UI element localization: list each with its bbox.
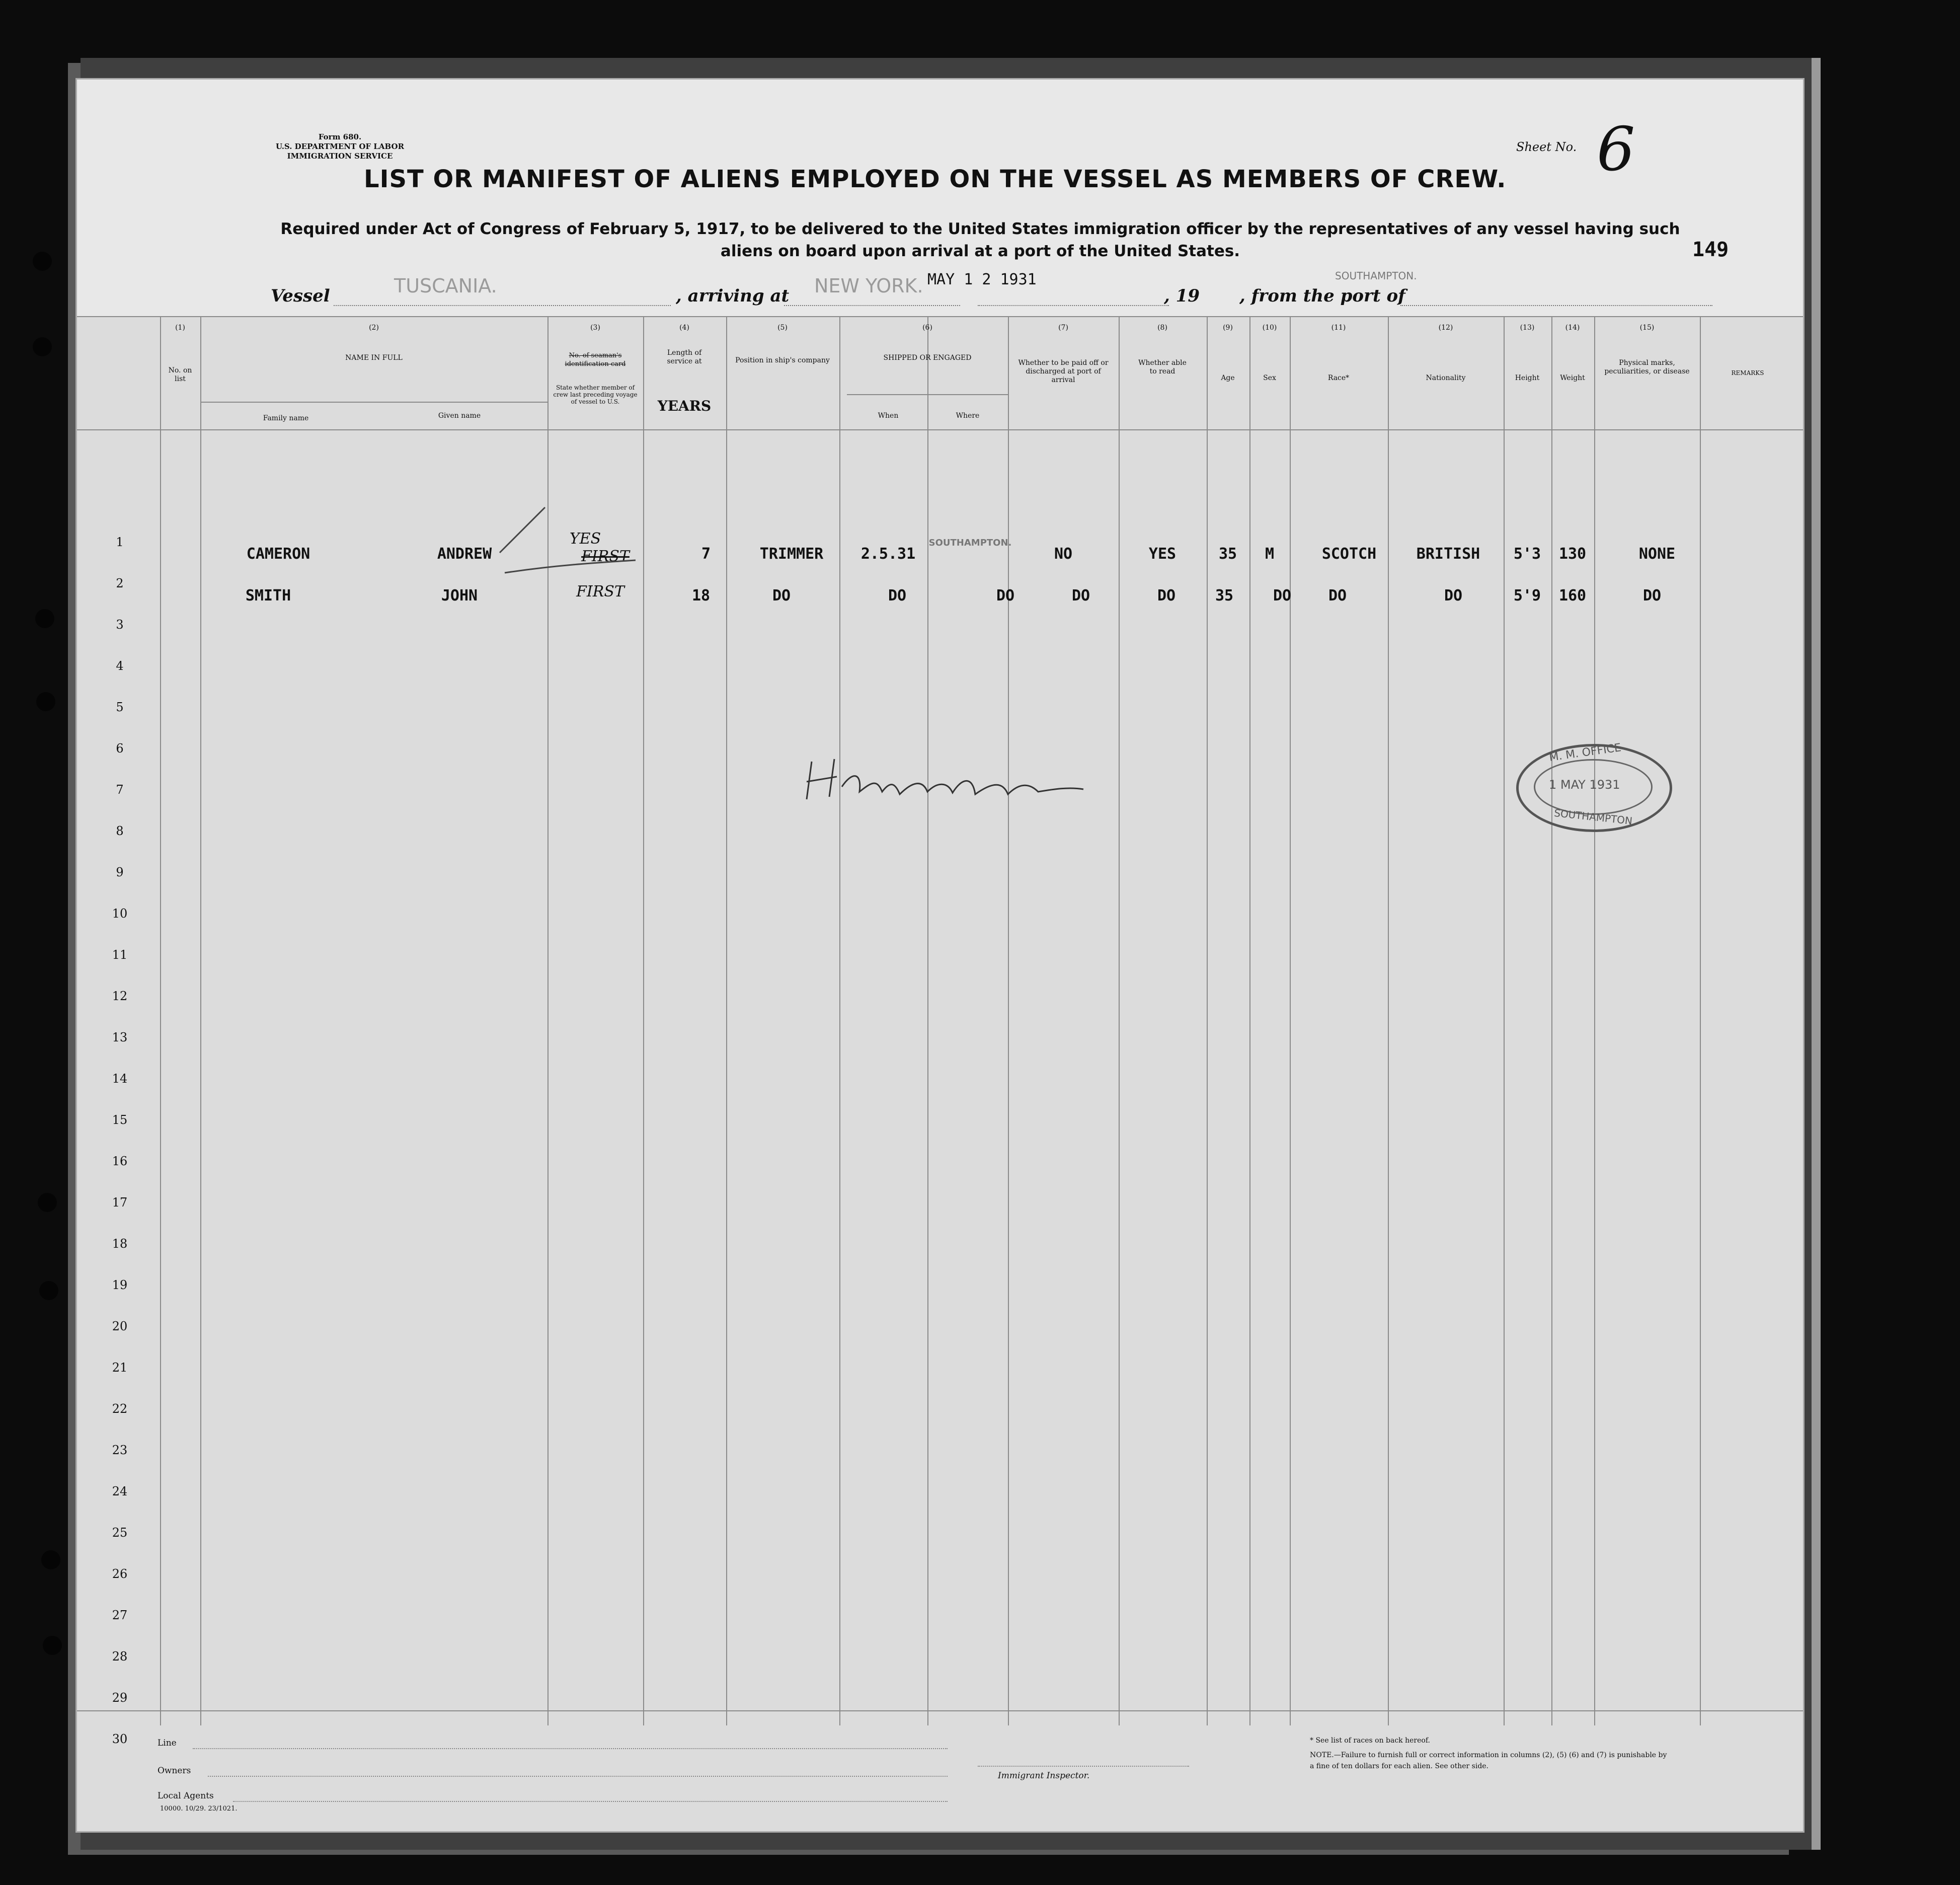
inspector-label: Immigrant Inspector.	[998, 1771, 1090, 1781]
col-head-race: Race*	[1327, 374, 1350, 382]
col-num: (13)	[1520, 324, 1535, 332]
col-head-sex: Sex	[1263, 374, 1276, 382]
row1-prev-voyage: YES	[569, 530, 601, 548]
row1-height: 5'3	[1513, 545, 1541, 563]
footer-agents-label: Local Agents	[158, 1791, 214, 1801]
row2-sex: DO	[1273, 587, 1292, 605]
row-number: 24	[112, 1484, 128, 1498]
binder-hole	[35, 609, 54, 628]
sheet-label: Sheet No.	[1516, 140, 1577, 154]
col-line	[839, 316, 840, 1725]
row1-nationality: BRITISH	[1416, 545, 1480, 563]
footer-line-blank	[193, 1748, 948, 1749]
col-sub-where: Where	[956, 412, 980, 420]
row1-given: ANDREW	[437, 545, 492, 563]
col-num: (7)	[1058, 324, 1068, 332]
row2-prev-voyage: FIRST	[576, 583, 624, 600]
binder-hole	[41, 1550, 60, 1569]
row2-nationality: DO	[1444, 587, 1463, 605]
col-num: (4)	[679, 324, 689, 332]
col-head-id-card: No. of seaman's identification card	[565, 352, 626, 368]
col-num: (5)	[777, 324, 788, 332]
binder-hole	[43, 1636, 62, 1655]
row-number: 8	[116, 824, 124, 838]
row-number: 26	[112, 1567, 128, 1581]
row-number: 16	[112, 1154, 128, 1168]
row1-paid-off: NO	[1054, 545, 1073, 563]
stamp-top-text: M. M. OFFICE	[1548, 741, 1622, 764]
col-line	[200, 316, 201, 1725]
row-line	[77, 316, 1803, 317]
row1-service: 7	[701, 545, 711, 563]
row2-service: 18	[691, 587, 711, 605]
col-head-age: Age	[1221, 374, 1235, 382]
row1-family: CAMERON	[246, 545, 310, 563]
row-number: 6	[116, 741, 124, 756]
row2-given: JOHN	[441, 587, 478, 605]
row-number: 23	[112, 1443, 128, 1457]
row-number: 7	[116, 783, 124, 797]
row1-position: TRIMMER	[759, 545, 824, 563]
binder-hole	[33, 252, 52, 271]
col-num: (12)	[1438, 324, 1453, 332]
col-line	[927, 316, 928, 1725]
form-identifier	[276, 132, 404, 161]
col-line	[1008, 316, 1009, 1725]
row-number: 18	[112, 1237, 128, 1251]
col-num: (15)	[1639, 324, 1655, 332]
row-number: 28	[112, 1649, 128, 1664]
row-number: 12	[112, 989, 128, 1003]
col-head-weight: Weight	[1560, 374, 1585, 382]
service-label: IMMIGRATION SERVICE	[287, 152, 393, 161]
col-head-name: NAME IN FULL	[345, 354, 403, 362]
row2-read: DO	[1157, 587, 1176, 605]
subhead-line	[200, 402, 547, 403]
vessel-blank	[334, 305, 671, 306]
row1-where: SOUTHAMPTON.	[928, 538, 1012, 548]
row-number: 4	[116, 659, 124, 673]
binder-hole	[36, 692, 55, 711]
col-sub-family: Family name	[263, 414, 309, 422]
col-num: (2)	[369, 324, 379, 332]
date-blank	[978, 305, 1169, 306]
col-head-service: Length of service at	[667, 349, 702, 365]
row-number: 11	[112, 948, 128, 962]
row2-age: 35	[1215, 587, 1234, 605]
col-num: (10)	[1262, 324, 1277, 332]
col-num: (8)	[1157, 324, 1167, 332]
col-head-paid-off: Whether to be paid off or discharged at port of arrival	[1018, 359, 1109, 384]
row-number: 19	[112, 1278, 128, 1292]
row-number: 5	[116, 700, 124, 714]
col-num: (14)	[1565, 324, 1580, 332]
vessel-name: TUSCANIA.	[394, 275, 497, 297]
arriving-port: NEW YORK.	[814, 275, 923, 297]
footer-owners-blank	[208, 1776, 948, 1777]
col-head-no: No. on list	[168, 366, 192, 383]
row-line	[77, 1710, 1803, 1711]
footer-agents-blank	[233, 1801, 948, 1802]
row-line	[77, 429, 1803, 430]
col-line	[160, 316, 161, 1725]
col-num: (3)	[590, 324, 600, 332]
year-label: , 19	[1164, 286, 1200, 306]
row2-marks: DO	[1642, 587, 1662, 605]
arriving-blank	[784, 305, 960, 306]
office-stamp	[1516, 741, 1672, 832]
footer-owners-label: Owners	[158, 1766, 191, 1776]
row2-paid-off: DO	[1071, 587, 1090, 605]
binder-hole	[33, 337, 52, 356]
binder-hole	[38, 1193, 57, 1212]
vessel-label: Vessel	[271, 286, 330, 306]
row-number: 20	[112, 1319, 128, 1333]
print-code: 10000. 10/29. 23/1021.	[160, 1805, 238, 1813]
col-line	[1207, 316, 1208, 1725]
row1-marks: NONE	[1638, 545, 1676, 563]
row1-read: YES	[1148, 545, 1177, 563]
row-number: 14	[112, 1072, 128, 1086]
stamp-bottom-text: SOUTHAMPTON	[1553, 806, 1633, 827]
col-head-marks: Physical marks, peculiarities, or disease	[1604, 359, 1690, 375]
col-head-position: Position in ship's company	[735, 356, 830, 364]
col-line	[726, 316, 727, 1725]
row-number: 3	[116, 618, 124, 632]
row2-weight: 160	[1558, 587, 1587, 605]
col-sub-prev-voyage: State whether member of crew last preceding voyage of vessel to U.S.	[553, 384, 638, 405]
col-sub-when: When	[878, 412, 899, 420]
row2-where: DO	[996, 587, 1015, 605]
stamped-number: 149	[1692, 238, 1729, 261]
manifest-page	[75, 78, 1805, 1833]
col-line	[1249, 316, 1250, 1725]
years-stamp: YEARS	[657, 398, 712, 414]
stamp-date: 1 MAY 1931	[1549, 778, 1620, 792]
row2-family: SMITH	[245, 587, 291, 605]
col-head-nationality: Nationality	[1426, 374, 1466, 382]
col-line	[1119, 316, 1120, 1725]
row-number: 15	[112, 1113, 128, 1127]
from-label: , from the port of	[1239, 286, 1405, 306]
row2-height: 5'9	[1513, 587, 1541, 605]
col-num: (9)	[1223, 324, 1233, 332]
subhead-line	[847, 394, 1008, 395]
col-line	[1594, 316, 1595, 1725]
col-line	[1290, 316, 1291, 1725]
row2-position: DO	[772, 587, 791, 605]
row-number: 10	[112, 907, 128, 921]
col-num: (11)	[1331, 324, 1346, 332]
handwritten-signature	[802, 751, 1114, 807]
row-number: 9	[116, 865, 124, 879]
row1-race: SCOTCH	[1321, 545, 1377, 563]
row-number: 17	[112, 1195, 128, 1210]
col-sub-given: Given name	[438, 412, 481, 420]
sheet-number: 6	[1597, 115, 1635, 185]
row-number: 21	[112, 1361, 128, 1375]
row-number: 13	[112, 1030, 128, 1044]
col-num: (1)	[175, 324, 185, 332]
col-line	[1700, 316, 1701, 1725]
row-number: 1	[116, 535, 124, 549]
row2-when: DO	[888, 587, 907, 605]
from-blank	[1400, 305, 1712, 306]
from-port: SOUTHAMPTON.	[1335, 270, 1417, 282]
arrival-date: MAY 1 2 1931	[927, 271, 1037, 288]
row1-age: 35	[1218, 545, 1237, 563]
row-number: 25	[112, 1526, 128, 1540]
row-number: 27	[112, 1608, 128, 1622]
footer	[77, 1725, 1803, 1831]
row-number: 22	[112, 1402, 128, 1416]
arriving-label: , arriving at	[676, 286, 790, 306]
col-head-remarks: REMARKS	[1731, 369, 1764, 376]
col-head-shipped: SHIPPED OR ENGAGED	[883, 354, 972, 362]
col-num: (6)	[922, 324, 932, 332]
department-label: U.S. DEPARTMENT OF LABOR	[276, 142, 405, 151]
col-head-height: Height	[1515, 374, 1540, 382]
ditto-strokes	[495, 492, 646, 578]
document-subtitle: Required under Act of Congress of February 5, 1917, to be delivered to the United States immigration officer by the representatives of any vessel having such aliens on board upon arrival at a port of the United States.	[280, 220, 1680, 260]
row1-prev-struck: FIRST	[581, 548, 630, 565]
footnote-penalty: NOTE.—Failure to furnish full or correct information in columns (2), (5) (6) and (7) is punishable by a fine of ten dollars for each alien. See other side.	[1310, 1751, 1667, 1770]
binder-hole	[39, 1281, 58, 1300]
col-head-read: Whether able to read	[1138, 359, 1187, 375]
footnote-races: * See list of races on back hereof.	[1310, 1737, 1430, 1745]
col-line	[1388, 316, 1389, 1725]
row-number: 2	[116, 576, 124, 590]
form-number: Form 680.	[318, 132, 362, 141]
row2-race: DO	[1328, 587, 1347, 605]
inspector-blank	[978, 1766, 1189, 1767]
col-line	[1504, 316, 1505, 1725]
col-line	[1551, 316, 1552, 1725]
footer-line-label: Line	[158, 1738, 177, 1748]
row1-sex: M	[1265, 545, 1275, 563]
row1-weight: 130	[1558, 545, 1587, 563]
document-title: LIST OR MANIFEST OF ALIENS EMPLOYED ON THE VESSEL AS MEMBERS OF CREW.	[364, 165, 1507, 193]
row1-when: 2.5.31	[860, 545, 916, 563]
row-number: 30	[112, 1732, 128, 1746]
row-number: 29	[112, 1691, 128, 1705]
